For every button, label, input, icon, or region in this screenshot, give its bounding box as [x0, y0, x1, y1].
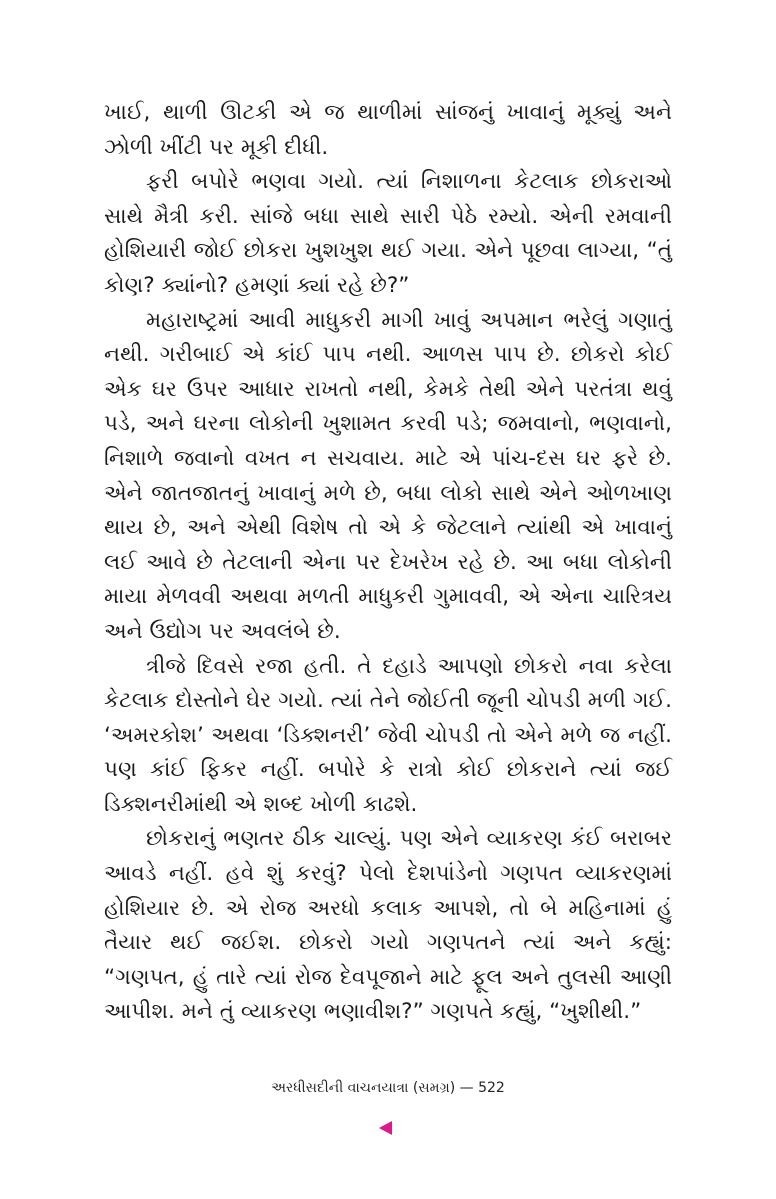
paragraph-5: છોકરાનું ભણતર ઠીક ચાલ્યું. પણ એને વ્યાકરણ કંઈ બરાબર આવડે નહીં. હવે શું કરવું? પેલો દેશપાંડેનો ગણપત વ્યાકરણમાં હોશિયાર છે. એ રોજ અરધો કલાક આપશે, તો બે મહિનામાં હું તૈયાર થઈ જઈશ. છોકરો ગયો ગણપતને ત્યાં અને કહ્યું: “ગણપત, હું તારે ત્યાં રોજ દેવપૂજાને માટે ફૂલ અને તુલસી આણી આપીશ. મને તું વ્યાકરણ ભણાવીશ?” ગણપતે કહ્યું, “ખુશીથી.” — [104, 826, 672, 1025]
paragraph-2: ફરી બપોરે ભણવા ગયો. ત્યાં નિશાળના કેટલાક છોકરાઓ સાથે મૈત્રી કરી. સાંજે બધા સાથે સારી પેઠે રમ્યો. એની રમવાની હોશિયારી જોઈ છોકરા ખુશખુશ થઈ ગયા. એને પૂછવા લાગ્યા, “તું કોણ? ક્યાંનો? હમણાં ક્યાં રહે છે?” — [104, 169, 672, 298]
page-footer: અરધીસદીની વાચનયાત્રા (સમગ્ર) — 522 — [271, 1080, 505, 1096]
page-body — [104, 96, 672, 1030]
paragraph-3: મહારાષ્ટ્રમાં આવી માધુકરી માગી ખાવું અપમાન ભરેલું ગણાતું નથી. ગરીબાઈ એ કાંઈ પાપ નથી. આળસ પાપ છે. છોકરો કોઈ એક ઘર ઉપર આધાર રાખતો નથી, કેમકે તેથી એને પરતંત્રા થવું પડે, અને ઘરના લોકોની ખુશામત કરવી પડે; જમવાનો, ભણવાનો, નિશાળે જવાનો વખત ન સચવાય. માટે એ પાંચ-દસ ઘર ફરે છે. એને જાતજાતનું ખાવાનું મળે છે, બધા લોકો સાથે એને ઓળખાણ થાય છે, અને એથી વિશેષ તો એ કે જેટલાને ત્યાંથી એ ખાવાનું લઈ આવે છે તેટલાની એના પર દેખરેખ રહે છે. આ બધા લોકોની માયા મેળવવી અથવા મળતી માધુકરી ગુમાવવી, એ એના ચારિત્રય અને ઉદ્યોગ પર અવલંબે છે. — [104, 307, 672, 644]
paragraph-4: ત્રીજે દિવસે રજા હતી. તે દહાડે આપણો છોકરો નવા કરેલા કેટલાક દોસ્તોને ઘેર ગયો. ત્યાં તેને જોઈતી જૂની ચોપડી મળી ગઈ. ‘અમરકોશ’ અથવા ‘ડિક્શનરી’ જેવી ચોપડી તો એને મળે જ નહીં. પણ કાંઈ ફિકર નહીં. બપોરે કે રાત્રો કોઈ છોકરાને ત્યાં જઈ ડિક્શનરીમાંથી એ શબ્દ ખોળી કાઢશે. — [104, 653, 672, 817]
previous-page-icon[interactable] — [379, 1121, 392, 1135]
paragraph-1: ખાઈ, થાળી ઊટકી એ જ થાળીમાં સાંજનું ખાવાનું મૂક્યું અને ઝોળી ખીંટી પર મૂકી દીધી. — [104, 100, 672, 160]
